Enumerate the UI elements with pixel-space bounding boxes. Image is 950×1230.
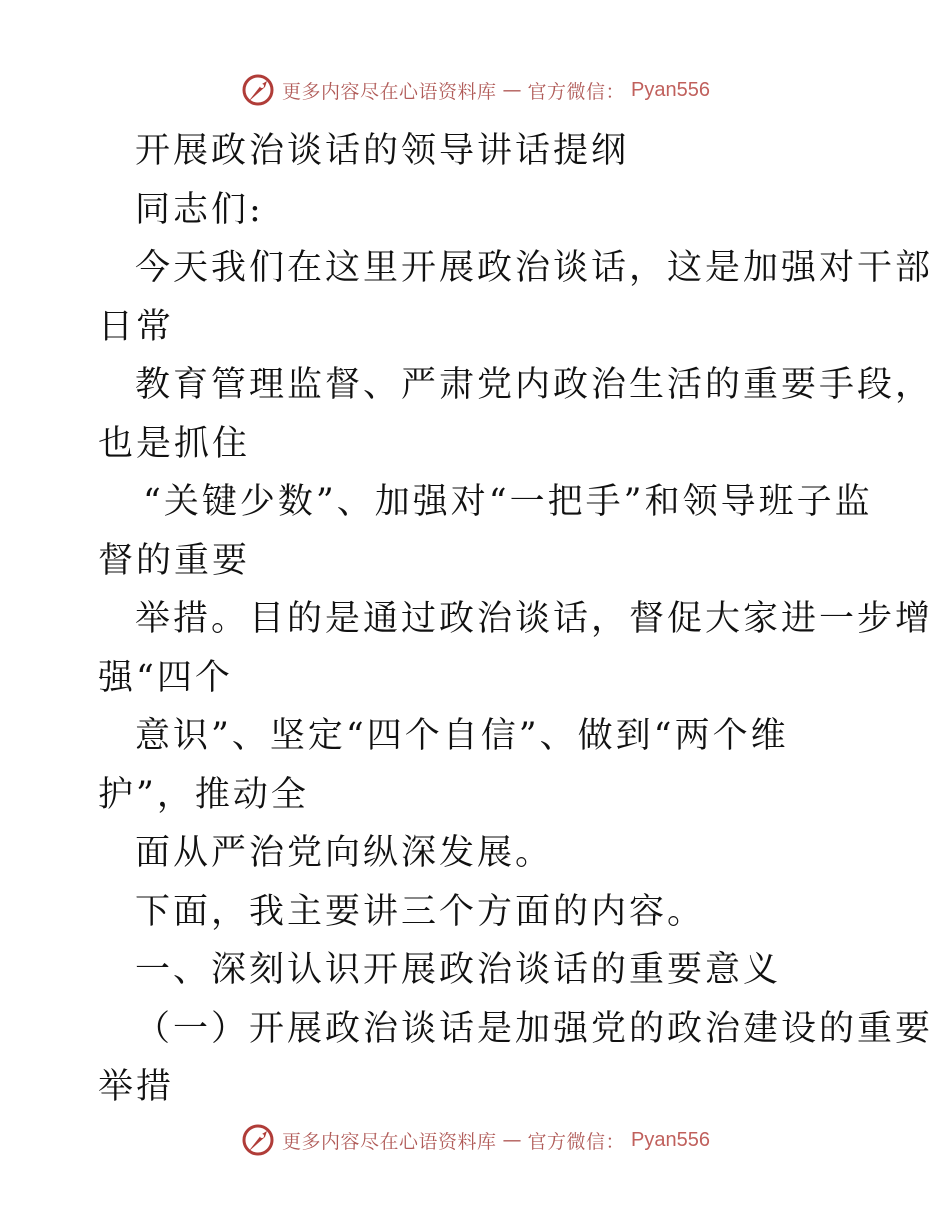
document-title: 开展政治谈话的领导讲话提纲 (135, 131, 630, 171)
pen-nib-logo-icon (240, 1122, 276, 1158)
paragraph-line: 举措。目的是通过政治谈话，督促大家进一步增 (135, 599, 934, 639)
banner-separator: — (502, 1129, 522, 1151)
paragraph-line: “关键少数”、加强对“一把手”和领导班子监 (143, 482, 873, 522)
subsection-heading: （一）开展政治谈话是加强党的政治建设的重要 (135, 1008, 934, 1049)
paragraph-line: 教育管理监督、严肃党内政治生活的重要手段， (135, 365, 934, 405)
salutation: 同志们: (135, 189, 264, 230)
paragraph-line: 意识”、坚定“四个自信”、做到“两个维 (135, 716, 789, 756)
footer-watermark-banner (0, 1120, 950, 1160)
paragraph-line: 下面，我主要讲三个方面的内容。 (135, 891, 706, 932)
banner-text: 更多内容尽在心语资料库 (282, 1130, 497, 1153)
subsection-heading-continued: 举措 (98, 1067, 175, 1107)
paragraph-line: 强“四个 (98, 657, 233, 698)
paragraph-line: 日常 (98, 306, 175, 347)
banner-wechat-label: 官方微信： (527, 1130, 626, 1153)
paragraph-line: 护”，推动全 (98, 774, 309, 815)
paragraph-line: 也是抓住 (98, 423, 251, 464)
banner-wechat-handle: Pyan556 (631, 78, 710, 101)
banner-wechat-handle: Pyan556 (631, 1128, 710, 1151)
paragraph-line: 督的重要 (98, 540, 251, 581)
pen-nib-logo-icon (240, 72, 276, 108)
banner-separator: — (502, 79, 522, 101)
document-body (98, 122, 934, 1117)
header-watermark-banner (0, 70, 950, 110)
banner-text: 更多内容尽在心语资料库 (282, 80, 497, 103)
paragraph-line: 今天我们在这里开展政治谈话，这是加强对干部 (135, 248, 934, 288)
banner-wechat-label: 官方微信： (527, 80, 626, 103)
paragraph-line: 面从严治党向纵深发展。 (135, 833, 554, 873)
section-heading: 一、深刻认识开展政治谈话的重要意义 (135, 950, 782, 990)
